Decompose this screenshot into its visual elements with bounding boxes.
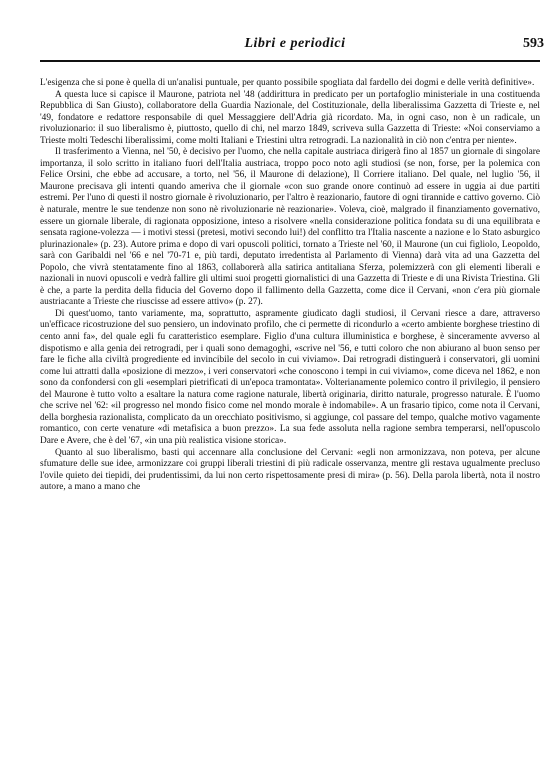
paragraph: Quanto al suo liberalismo, basti qui accennare alla conclusione del Cervani: «egli non armonizzava, non poteva, per alcune sfumature delle sue idee, armonizzare coi gruppi liberali triestini di più radicale osservanza, mentre gli restava ugualmente precluso l'ovile quieto dei tiepidi, dei prudentissimi, da lui non certo rispettosamente presi di mira» (p. 56). Della parola libertà, nota il nostro autore, a mano a mano che [40, 447, 540, 493]
paragraph: A questa luce si capisce il Maurone, patriota nel '48 (addirittura in predicato per un portafoglio ministeriale in una costituenda Repubblica di San Giusto), collaboratore della Guardia Nazionale, del Costituzionale, della liberalissima Gazzetta di Trieste e, nel '49, fondatore e redattore responsabile di quel Messaggiere dell'Adria già ricordato. Ma, in ogni caso, non è un radicale, un rivoluzionario: il suo liberalismo è, piuttosto, quello di chi, nel marzo 1849, scriveva sulla Gazzetta di Trieste: «Noi conserviamo a Trieste molti Tedeschi liberalissimi, come molti Italiani e Triestini ultra retrogradi. La nazionalità in ciò non c'entra per niente». [40, 89, 540, 146]
body-text [40, 78, 540, 494]
paragraph: Di quest'uomo, tanto variamente, ma, soprattutto, aspramente giudicato dagli studiosi, il Cervani riesce a dare, attraverso un'efficace ricostruzione del suo pensiero, un indovinato profilo, che ci permette di ricondurlo a «certo ambiente borghese triestino di cento anni fa», del quale egli fu caratteristico esemplare. Figlio d'una cultura illuministica e borghese, è sinceramente avverso al dispotismo e alla genia dei retrogradi, per i quali sono demagoghi, «scrive nel '56, e tutti coloro che non abiurano al buon senso per fare le fiche alla civiltà progrediente ed invincibile del secolo in cui viviamo». Dai retrogradi distinguerà i conservatori, gli uomini come lui attratti dalla «posizione di mezzo», i veri conservatori «che conoscono i tempi in cui viviamo», come diceva nel 1862, e non sono da confondersi con gli «esemplari pietrificati di un'epoca tramontata». Volterianamente polemico contro il privilegio, il pensiero del Maurone è tutto volto a esaltare la natura come ragione naturale, libertà originaria, diritto naturale, progresso naturale. È l'uomo che scrive nel '62: «il progresso nel mondo fisico come nel mondo morale è indomabile». A un frasario tipico, come nota il Cervani, della borghesia razionalista, complicato da un orecchiato positivismo, si aggiunge, col passare del tempo, qualche motivo vagamente romantico, con certe venature «di metafisica a buon prezzo». La sua fede assoluta nella ragione sembra temperarsi, nell'opuscolo Dare e Avere, che è del '67, «in una più realistica visione storica». [40, 308, 540, 446]
page-number: 593 [523, 36, 544, 51]
paragraph: L'esigenza che si pone è quella di un'analisi puntuale, per quanto possibile spogliata dal fardello dei dogmi e delle verità definitive». [40, 78, 535, 88]
running-title: Libri e periodici [244, 36, 346, 51]
header-rule [40, 60, 540, 62]
paragraph: Il trasferimento a Vienna, nel '50, è decisivo per l'uomo, che nella capitale austriaca dirigerà fino al 1857 un giornale di singolare importanza, il solo scritto in italiano fuori dell'Italia austriaca, troppo poco noto agli studiosi (se non, forse, per la polemica con Felice Orsini, che ebbe ad accusare, a torto, nel '56, il Maurone di delazione), Il Corriere italiano. Del quale, nel luglio '56, il Maurone precisava gli intenti quando ameriva che il giornale «con suo grande onore continuò ad essere in uggia ai due partiti estremi. Per l'uno di questi il nostro giornale è rivoluzionario, per l'altro è reazionario, fautore di ogni tirannide e cattivo governo. Ciò è naturale, mentre le sue tendenze non sono nè rivoluzionarie nè reazionarie». Voleva, cioè, malgrado il finanziamento governativo, essere un giornale liberale, di ragionata opposizione, inteso a risolvere «nella considerazione politica fondata su di una equilibrata e sensata ragione-volezza — i motivi stessi (pretesi, motivi secondo lui!) del conflitto tra l'Italia nascente a nazione e lo Stato asburgico plurinazionale» (p. 23). Autore prima e dopo di vari opuscoli politici, tornato a Trieste nel '60, il Maurone (un cui figliolo, Leopoldo, sarà con Garibaldi nel '66 e nel '70-71 e, più tardi, deputato irredentista al Parlamento di Vienna) darà vita ad una Gazzetta del Popolo, che vivrà stentatamente fino al 1863, collaborerà alla satirica antitaliana Sferza, polemizzerà con gli elementi liberali e nazionali in nuovi opuscoli e vedrà fallire gli ultimi suoi progetti giornalistici di una Gazzetta di Trieste e di una Rivista Triestina. Gli è che, a parte la perdita della fiducia del Governo dopo il fallimento della Gazzetta, come dice il Cervani, «non c'era più giornale austriacante a Trieste che riuscisse ad essere attivo» (p. 27). [40, 147, 540, 308]
